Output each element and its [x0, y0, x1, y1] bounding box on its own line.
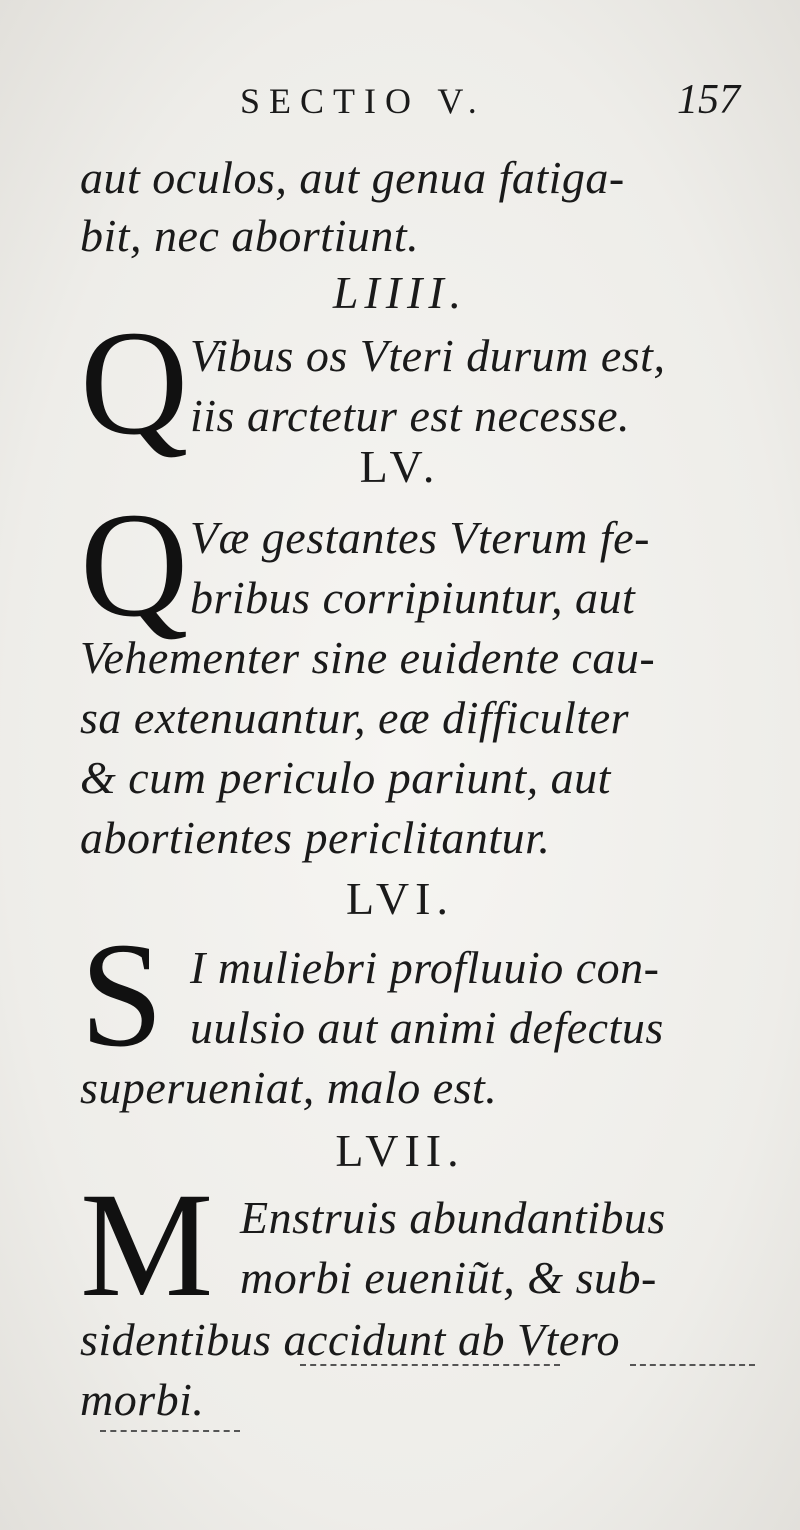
text-line: iis arctetur est necesse. [190, 390, 631, 441]
section-numeral: LVII. [335, 1125, 465, 1176]
text-line: Enstruis abundantibus [240, 1192, 666, 1243]
text-line: superueniat, malo est. [80, 1062, 498, 1113]
section-numeral: LIIII. [332, 267, 468, 318]
text-line: bit, nec abortiunt. [80, 210, 420, 261]
page-number: 157 [677, 77, 740, 123]
dashed-rule [630, 1364, 755, 1366]
text-line: bribus corripiuntur, aut [190, 572, 636, 623]
drop-cap: Q [80, 482, 189, 648]
text-line: Vibus os Vteri durum est, [190, 330, 666, 381]
dashed-rule [100, 1430, 240, 1432]
text-line: abortientes periclitantur. [80, 812, 551, 863]
text-line: uulsio aut animi defectus [190, 1002, 664, 1053]
text-line: Vehementer sine euidente cau- [80, 632, 656, 683]
text-line: morbi. [80, 1374, 205, 1425]
text-line: Væ gestantes Vterum fe- [190, 512, 650, 563]
text-line: morbi eueniũt, & sub- [240, 1252, 657, 1303]
section-numeral: LV. [359, 441, 441, 492]
dashed-rule [300, 1364, 560, 1366]
text-line: aut oculos, aut genua fatiga- [80, 152, 625, 203]
text-line: I muliebri profluuio con- [190, 942, 660, 993]
page-header [240, 77, 740, 130]
drop-cap: Q [80, 300, 189, 466]
text-line: sidentibus accidunt ab Vtero [80, 1314, 620, 1365]
drop-cap: M [80, 1162, 214, 1328]
text-line: & cum periculo pariunt, aut [80, 752, 611, 803]
section-numeral: LVI. [346, 873, 454, 924]
drop-cap: S [80, 912, 164, 1078]
text-line: sa extenuantur, eæ difficulter [80, 692, 630, 743]
running-title: SECTIO V. [240, 81, 486, 121]
